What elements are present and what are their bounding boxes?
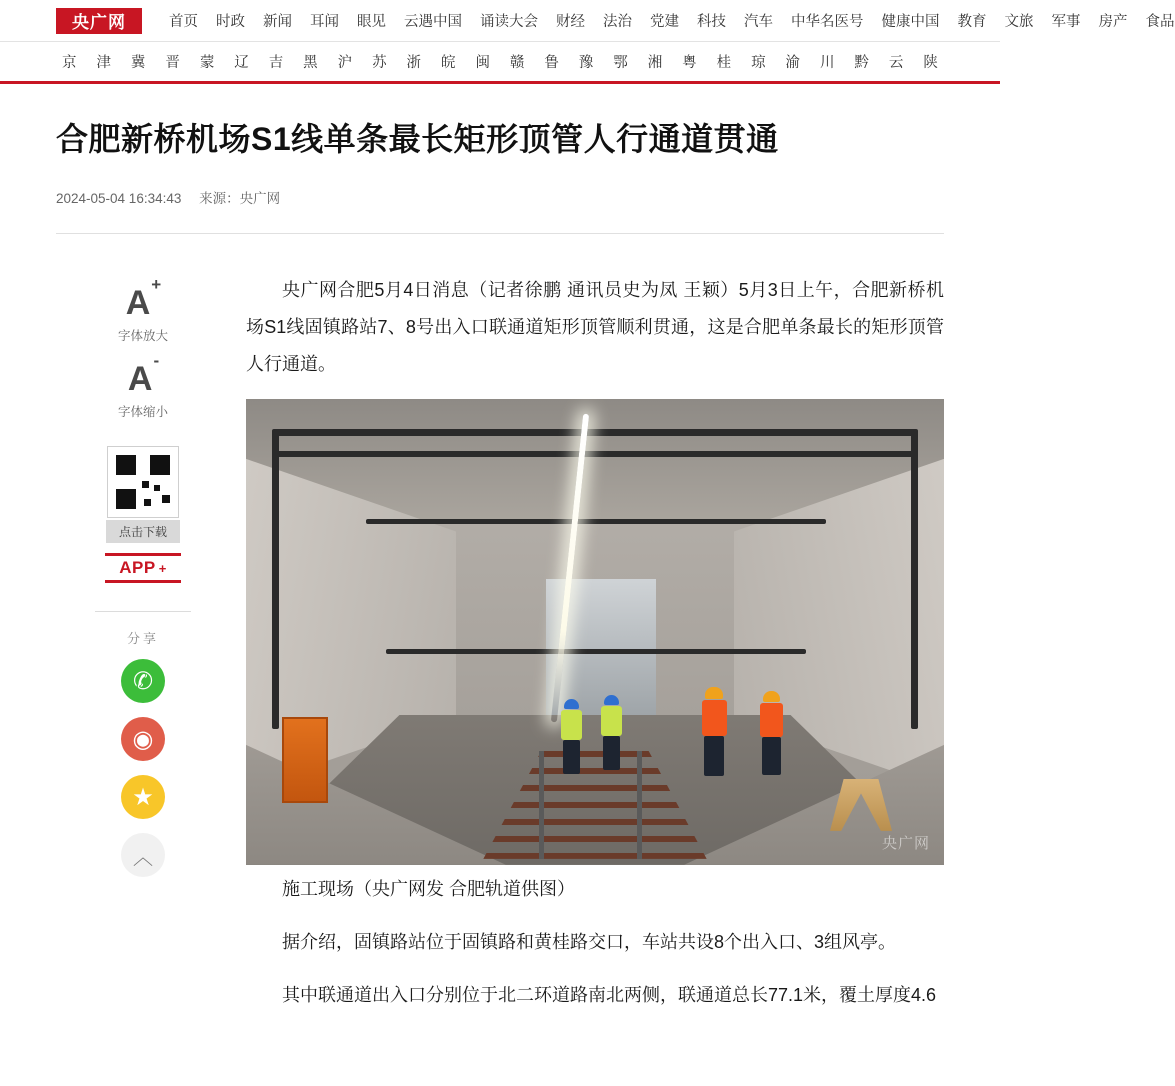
photo-pipe-lower <box>386 649 806 654</box>
province-item-3[interactable]: 晋 <box>165 55 180 71</box>
photo-worker-4 <box>756 691 786 775</box>
province-item-23[interactable]: 黔 <box>854 55 869 71</box>
province-item-13[interactable]: 赣 <box>509 55 525 71</box>
photo-pipe-left-vertical <box>272 429 279 729</box>
font-shrink-button[interactable] <box>117 350 168 420</box>
font-shrink-icon <box>127 350 160 399</box>
page-title: 合肥新桥机场S1线单条最长矩形顶管人行通道贯通 <box>56 121 779 157</box>
font-enlarge-button[interactable] <box>117 274 168 344</box>
nav-item-13[interactable]: 健康中国 <box>881 14 940 30</box>
province-item-12[interactable]: 闽 <box>475 55 490 71</box>
photo-worker-2 <box>598 695 624 770</box>
photo-rail-left <box>539 751 544 859</box>
app-label: APP <box>119 558 156 578</box>
site-logo[interactable]: 央广网 <box>56 8 142 34</box>
photo-worker-3 <box>698 687 730 776</box>
province-item-14[interactable]: 鲁 <box>544 55 559 71</box>
province-item-11[interactable]: 皖 <box>440 55 456 71</box>
province-item-18[interactable]: 粤 <box>682 55 697 71</box>
province-item-15[interactable]: 豫 <box>578 55 594 71</box>
province-item-5[interactable]: 辽 <box>234 55 249 71</box>
font-enlarge-glyph: A <box>125 284 151 323</box>
share-weibo-icon[interactable] <box>121 717 165 761</box>
province-item-6[interactable]: 吉 <box>268 55 284 71</box>
nav-item-18[interactable]: 食品 <box>1145 14 1175 30</box>
nav-item-16[interactable]: 军事 <box>1051 14 1081 30</box>
photo-worker-3-helmet <box>705 687 723 699</box>
photo-pipe-ceiling-2 <box>276 451 916 457</box>
app-download-button[interactable] <box>105 553 181 583</box>
province-item-21[interactable]: 渝 <box>785 55 801 71</box>
photo-pipe-right-vertical <box>911 429 918 729</box>
qr-download-label[interactable]: 点击下载 <box>106 520 180 543</box>
back-to-top-glyph: ︿ <box>133 846 153 869</box>
province-item-10[interactable]: 浙 <box>406 55 422 71</box>
province-item-9[interactable]: 苏 <box>372 55 387 71</box>
nav-item-10[interactable]: 科技 <box>697 14 726 30</box>
font-shrink-sup: - <box>153 350 160 370</box>
article-meta <box>56 187 944 207</box>
province-item-17[interactable]: 湘 <box>647 55 663 71</box>
province-item-7[interactable]: 黑 <box>303 55 318 71</box>
back-to-top-icon[interactable] <box>121 833 165 877</box>
province-item-19[interactable]: 桂 <box>716 55 732 71</box>
font-shrink-glyph: A <box>127 360 153 399</box>
nav-item-2[interactable]: 新闻 <box>263 14 292 30</box>
photo-worker-1-vest <box>561 710 582 740</box>
province-item-24[interactable]: 云 <box>888 55 904 71</box>
nav-item-7[interactable]: 财经 <box>556 14 585 30</box>
province-item-8[interactable]: 沪 <box>337 55 353 71</box>
province-item-4[interactable]: 蒙 <box>199 55 215 71</box>
weibo-glyph: ◉ <box>132 725 154 753</box>
province-item-20[interactable]: 琼 <box>751 55 766 71</box>
province-item-2[interactable]: 冀 <box>130 55 146 71</box>
top-navigation-bar <box>0 0 1175 42</box>
share-label: 分享 <box>126 631 159 647</box>
photo-pipe-mid <box>366 519 826 524</box>
province-item-22[interactable]: 川 <box>819 55 835 71</box>
nav-item-15[interactable]: 文旅 <box>1004 14 1034 30</box>
nav-item-12[interactable]: 中华名医号 <box>791 14 864 30</box>
font-enlarge-icon <box>125 274 162 323</box>
photo-worker-1-helmet <box>564 699 579 709</box>
nav-item-9[interactable]: 党建 <box>650 14 679 30</box>
photo-worker-3-vest <box>702 700 727 736</box>
nav-item-8[interactable]: 法治 <box>603 14 632 30</box>
article-paragraph-2: 据介绍，固镇路站位于固镇路和黄桂路交口，车站共设8个出入口、3组风亭。 <box>282 931 897 952</box>
construction-site-photo <box>246 399 944 865</box>
province-item-25[interactable]: 陕 <box>923 55 938 71</box>
font-enlarge-label: 字体放大 <box>117 329 168 344</box>
article-body-row <box>56 244 944 1029</box>
nav-item-4[interactable]: 眼见 <box>357 14 386 30</box>
photo-worker-2-legs <box>603 736 620 770</box>
nav-item-6[interactable]: 诵读大会 <box>480 14 538 30</box>
photo-orange-equipment <box>282 717 328 803</box>
nav-item-11[interactable]: 汽车 <box>744 14 773 30</box>
nav-item-14[interactable]: 教育 <box>957 14 987 30</box>
province-item-16[interactable]: 鄂 <box>613 55 628 71</box>
favorite-glyph: ★ <box>132 783 154 811</box>
wechat-glyph: ✆ <box>132 667 154 695</box>
nav-item-0[interactable]: 首页 <box>169 14 198 30</box>
sidebar-divider <box>95 611 191 612</box>
divider <box>56 233 944 234</box>
province-item-0[interactable]: 京 <box>62 55 77 71</box>
photo-worker-4-helmet <box>763 691 780 702</box>
photo-worker-2-helmet <box>604 695 619 705</box>
font-shrink-label: 字体缩小 <box>117 405 168 420</box>
photo-worker-4-vest <box>760 703 783 737</box>
app-plus-icon: + <box>158 560 167 576</box>
nav-item-3[interactable]: 耳闻 <box>310 14 339 30</box>
photo-rail-right <box>637 751 642 859</box>
article-container <box>0 84 1000 1030</box>
province-item-1[interactable]: 津 <box>96 55 111 71</box>
province-navigation-bar <box>0 42 1000 84</box>
font-enlarge-sup: + <box>151 274 162 294</box>
nav-item-5[interactable]: 云遇中国 <box>404 14 462 30</box>
photo-worker-4-legs <box>762 737 781 775</box>
article-paragraph-1: 央广网合肥5月4日消息（记者徐鹏 通讯员史为凤 王颖）5月3日上午，合肥新桥机场S1线固镇路站7、8号出入口联通道矩形顶管顺利贯通，这是合肥单条最长的矩形顶管人行通道。 <box>246 280 944 374</box>
photo-worker-2-vest <box>601 706 622 736</box>
qr-code-icon <box>116 455 170 509</box>
qr-code-box[interactable] <box>107 446 179 518</box>
share-favorite-icon[interactable] <box>121 775 165 819</box>
article-tool-sidebar <box>56 244 230 1029</box>
article-source: 来源：央广网 <box>199 191 281 207</box>
photo-worker-1 <box>558 699 584 774</box>
article-figure <box>246 399 944 865</box>
article-paragraph-3: 其中联通道出入口分别位于北二环道路南北两侧，联通道总长77.1米，覆土厚度4.6 <box>282 984 937 1005</box>
article-timestamp: 2024-05-04 16:34:43 <box>56 191 182 207</box>
photo-worker-1-legs <box>563 740 580 774</box>
photo-worker-3-legs <box>704 736 724 776</box>
share-wechat-icon[interactable] <box>121 659 165 703</box>
article-content <box>230 244 958 1029</box>
nav-item-17[interactable]: 房产 <box>1098 14 1128 30</box>
photo-watermark: 央广网 <box>881 834 930 852</box>
photo-pipe-ceiling-1 <box>276 429 916 436</box>
nav-item-1[interactable]: 时政 <box>216 14 245 30</box>
figure-caption: 施工现场（央广网发 合肥轨道供图） <box>282 878 575 899</box>
